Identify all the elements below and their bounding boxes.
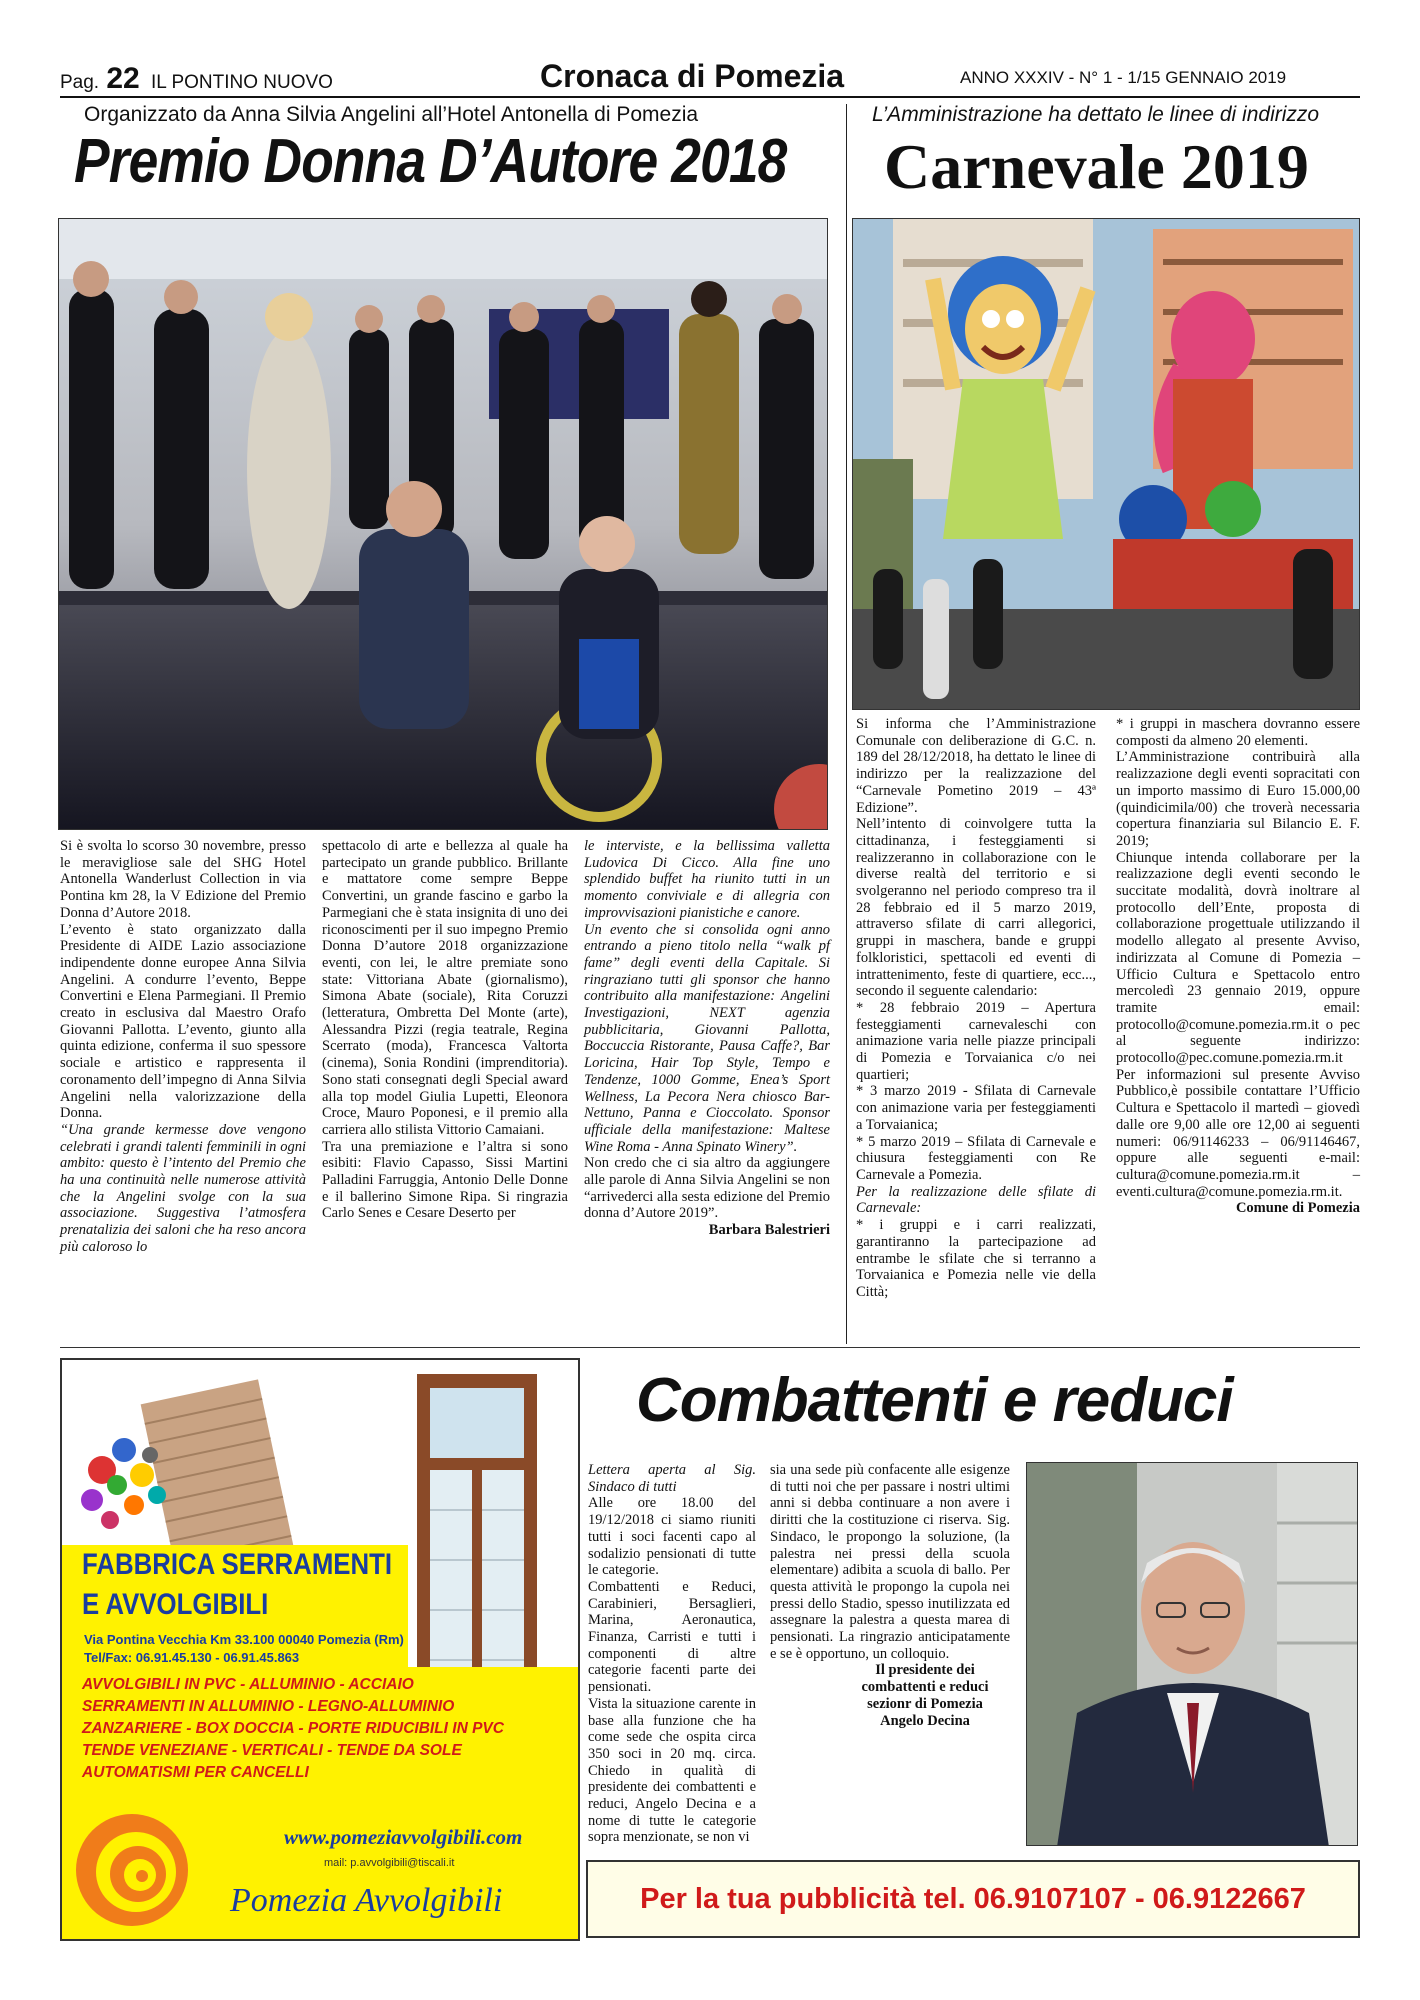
section-rule <box>60 1347 1360 1348</box>
issue-info: ANNO XXXIV - N° 1 - 1/15 GENNAIO 2019 <box>960 68 1287 87</box>
advert-service-item: SERRAMENTI IN ALLUMINIO - LEGNO-ALLUMINIO <box>82 1698 455 1715</box>
combattenti-col1-para: Combattenti e Reduci, Carabinieri, Bersaglieri, Marina, Aeronautica, Finanza, Carristi e tutti i componenti di altre categorie facenti parte dei pensionati. <box>588 1578 756 1696</box>
advert-phone: Tel/Fax: 06.91.45.130 - 06.91.45.863 <box>84 1650 300 1665</box>
advert-title-line1: FABBRICA SERRAMENTI <box>82 1548 393 1581</box>
advert-mail: mail: p.avvolgibili@tiscali.it <box>324 1857 455 1869</box>
advert-service-item: AVVOLGIBILI IN PVC - ALLUMINIO - ACCIAIO <box>82 1676 414 1693</box>
premio-col3-para: le interviste, e la bellissima valletta Ludovica Di Cicco. Alla fine uno splendido buffet ha riunito tutti in un momento conviviale e di allegria con improvvisazioni pianistiche e canore. <box>584 838 830 921</box>
signature-line: sezionr di Pomezia <box>867 1695 983 1712</box>
carnevale-col1-para: Nell’intento di coinvolgere tutta la cittadinanza, i festeggiamenti si realizzeranno in collaborazione con le diverse realtà del territorio e si svolgeranno nel periodo compreso tra il 28 febbraio ed il 5 marzo 2019, attraverso sfilate di carri allegorici, gruppi in maschera, bande e gruppi folkloristici, spettacoli ed eventi di intrattenimento, feste di quartiere, ecc..., secondo il seguente calendario: <box>856 816 1096 1000</box>
combattenti-photo <box>1026 1462 1358 1846</box>
combattenti-signature <box>770 1662 1010 1729</box>
carnevale-photo <box>852 218 1360 710</box>
carnevale-col1-para: * i gruppi e i carri realizzati, garantiranno la partecipazione ad entrambe le sfilate che si terranno a Torvaianica e Pomezia nelle vie della Città; <box>856 1217 1096 1300</box>
signature-line: combattenti e reduci <box>861 1679 989 1696</box>
advert-services <box>82 1674 504 1784</box>
premio-col-3 <box>584 838 830 1239</box>
carnevale-col-1 <box>856 716 1096 1301</box>
section-title: Cronaca di Pomezia <box>540 58 845 94</box>
carnevale-col1-para: * 5 marzo 2019 – Sfilata di Carnevale e chiusura festeggiamenti con Re Carnevale a Pomezia. <box>856 1133 1096 1183</box>
combattenti-col-2 <box>770 1462 1010 1729</box>
president-portrait <box>1027 1463 1358 1846</box>
paper-name: IL PONTINO NUOVO <box>151 72 333 93</box>
carnevale-col2-para: L’Amministrazione contribuirà alla realizzazione degli eventi sopracitati con un importo massimo di Euro 15.000,00 (quindicimila/00) che troverà necessaria copertura finanziaria sul Bilancio E. F. 2019; <box>1116 749 1360 849</box>
combattenti-col1-para: Lettera aperta al Sig. Sindaco di tutti <box>588 1462 756 1495</box>
premio-col2-para: spettacolo di arte e bellezza al quale ha partecipato un grande pubblico. Brillante e mattatore come sempre Beppe Convertini, un grande fascino e garbo la Parmegiani che è stata insignita di uno dei riconoscimenti per il suo impegno Premio Donna D’autore 2018 organizzazione eventi, con lei, le altre premiate sono state: Vittoriana Abate (giornalismo), Simona Abate (sociale), Rita Coruzzi (letteratura, Ombretta Del Monte (arte), Alessandra Pizzi (regia teatrale, Regina Scerrato (moda), Francesca Valtorta (cinema), Sonia Rondini (imprenditoria). Sono stati consegnati degli Special award alla top model Giulia Lupetti, Eleonora Croce, Mauro Poponesi, e il premio alla carriera allo stilista Vittorio Camaiani. <box>322 838 568 1138</box>
signature-line: Angelo Decina <box>880 1712 970 1729</box>
carnevale-col-2 <box>1116 716 1360 1217</box>
combattenti-col1-para: Vista la situazione carente in base alla funzione che ha come sede che ospita circa 350 soci in 20 mq. circa. Chiedo in qualità di presidente dei combattenti e reduci, Angelo Decina e a nome di tutte le categorie sopra menzionate, se non vi <box>588 1695 756 1846</box>
carnevale-kicker: L’Amministrazione ha dettato le linee di indirizzo <box>872 103 1320 126</box>
premio-col1-para: Si è svolta lo scorso 30 novembre, presso le meravigliose sale del SHG Hotel Antonella Wanderlust Collection in via Pontina km 28, la V Edizione del Premio Donna d’Autore 2018. <box>60 838 306 921</box>
premio-col-1 <box>60 838 306 1256</box>
signature-line: Il presidente dei <box>875 1662 975 1679</box>
premio-signature: Barbara Balestrieri <box>708 1222 830 1239</box>
bottom-advert <box>586 1860 1360 1938</box>
serramenti-advert <box>60 1358 580 1941</box>
advert-service-item: TENDE VENEZIANE - VERTICALI - TENDE DA SOLE <box>82 1742 462 1759</box>
advert-address: Via Pontina Vecchia Km 33.100 00040 Pomezia (Rm) <box>84 1632 404 1647</box>
combattenti-col-1 <box>588 1462 756 1846</box>
carnevale-title: Carnevale 2019 <box>884 131 1309 202</box>
carnevale-col2-para: Per informazioni sul presente Avviso Pubblico,è possibile contattare l’Ufficio Cultura e Spettacolo il martedì – giovedì dalle ore 9,00 alle ore 12,00 ai seguenti numeri: 06/91146233 – 06/91146467, oppure alle seguenti e-mail: cultura@comune.pomezia.rm.it – eventi.cultura@comune.pomezia.rm.it. <box>1116 1066 1360 1200</box>
premio-col1-para: “Una grande kermesse dove vengono celebrati i grandi talenti femminili in ogni ambito: questo è l’intento del Premio che ha una continuità nelle numerose attività che la Angelini svolge con la sua associazione. Suggestiva l’atmosfera prenatalizia dei saloni che ha reso ancora più caloroso lo <box>60 1121 306 1255</box>
advert-title-line2: E AVVOLGIBILI <box>82 1588 269 1621</box>
carnevale-signature: Comune di Pomezia <box>1235 1200 1360 1217</box>
carnival-float-photo <box>853 219 1360 710</box>
header-rule <box>60 96 1360 98</box>
page-prefix: Pag. <box>60 72 100 93</box>
advert-website: www.pomeziavvolgibili.com <box>284 1825 523 1849</box>
premio-kicker: Organizzato da Anna Silvia Angelini all’Hotel Antonella di Pomezia <box>84 103 699 126</box>
carnevale-col1-para: * 3 marzo 2019 - Sfilata di Carnevale con animazione varia per festeggiamenti a Torvaianica; <box>856 1083 1096 1133</box>
combattenti-col1-para: Alle ore 18.00 del 19/12/2018 ci siamo riuniti tutti i soci facenti capo al sodalizio pensionati di tutte le categorie. <box>588 1495 756 1579</box>
premio-col-2 <box>322 838 568 1222</box>
premio-photo <box>58 218 828 830</box>
premio-col2-para: Tra una premiazione e l’altra si sono esibiti: Flavio Capasso, Sissi Martini Palladini Farruggia, Antonio Delle Donne e il ballerino Simone Ripa. Si ringrazia Carlo Senes e Cesare Deserto per <box>322 1138 568 1222</box>
bottom-advert-text: Per la tua pubblicità tel. 06.9107107 - 06.9122667 <box>640 1883 1306 1915</box>
award-ceremony-photo <box>59 219 828 830</box>
advert-service-item: AUTOMATISMI PER CANCELLI <box>82 1764 309 1781</box>
page-number: 22 <box>106 62 140 95</box>
carnevale-col1-para: Per la realizzazione delle sfilate di Carnevale: <box>856 1183 1096 1217</box>
page-header <box>60 62 333 96</box>
carnevale-col1-para: Si informa che l’Amministrazione Comunale con deliberazione di G.C. n. 189 del 28/12/2018, ha dettato le linee di indirizzo per la realizzazione del “Carnevale Pometino 2019 – 43ª Edizione”. <box>856 716 1096 816</box>
carnevale-col2-para: Chiunque intenda collaborare per la realizzazione degli eventi secondo le succitate modalità, dovrà inoltrare al protocollo dell’Ente, proposta di collaborazione progettuale utilizzando il modello allegato al presente Avviso, indirizzata al Comune di Pomezia – Ufficio Cultura e Spettacolo entro mercoledì 23 gennaio 2019, oppure tramite email: protocollo@comune.pomezia.rm.it o pec al seguente indirizzo: protocollo@pec.comune.pomezia.rm.it <box>1116 849 1360 1067</box>
column-divider <box>846 104 847 1344</box>
carnevale-col1-para: * 28 febbraio 2019 – Apertura festeggiamenti carnevaleschi con animazione varia nelle piazze principali di Pomezia e Torvaianica c/o nei quartieri; <box>856 999 1096 1083</box>
advert-service-item: ZANZARIERE - BOX DOCCIA - PORTE RIDUCIBILI IN PVC <box>82 1720 504 1737</box>
premio-col1-para: L’evento è stato organizzato dalla Presidente di AIDE Lazio associazione indipendente donne europee Anna Silvia Angelini. A condurre l’evento, Beppe Convertini e Elena Parmegiani. Il Premio creato in esclusiva dal Maestro Orafo Giovanni Pallotta. L’evento, giunto alla quinta edizione, conferma il suo spessore sociale e artistico e rappresenta il coronamento dell’impegno di Anna Silvia Angelini nella valorizzazione della Donna. <box>60 921 306 1122</box>
premio-col3-para: Non credo che ci sia altro da aggiungere alle parole di Anna Silvia Angelini se non “arrivederci alla sesta edizione del Premio donna d’Autore 2019”. <box>584 1155 830 1222</box>
advert-brand: Pomezia Avvolgibili <box>230 1882 503 1919</box>
premio-col3-para: Un evento che si consolida ogni anno entrando a pieno titolo nella “walk pf fame” degli eventi della Capitale. Si ringraziano tutti gli sponsor che hanno contribuito alla manifestazione: Angelini Investigazioni, NEXT agenzia pubblicitaria, Giovanni Pallotta, Boccuccia Ristorante, Pausa Caffe?, Bar Loricina, Hair Top Style, Tempo e Tendenze, 1000 Gomme, Enea’s Sport Wellness, La Pecora Nera chiosco Bar-Nettuno, Panna e Cioccolato. Sponsor ufficiale della manifestazione: Maltese Wine Roma - Anna Spinato Winery”. <box>584 921 830 1155</box>
carnevale-col2-para: * i gruppi in maschera dovranno essere composti da almeno 20 elementi. <box>1116 716 1360 749</box>
premio-title: Premio Donna D’Autore 2018 <box>74 127 787 196</box>
combattenti-col2-para: sia una sede più confacente alle esigenze di tutti noi che per passare i nostri ultimi anni si debba continuare a non avere i diritti che la costituzione ci riserva. Sig. Sindaco, le propongo la soluzione, (la palestra nei pressi della scuola elementare) adibita a scuola di ballo. Per questa attività le propongo la cupola nei pressi dello Stadio, spesso inutilizzata ed assegnare la palestra a questa marea di pensionati. La ringrazio anticipatamente e se è opportuno, un colloquio. <box>770 1462 1010 1662</box>
combattenti-title: Combattenti e reduci <box>636 1366 1233 1435</box>
